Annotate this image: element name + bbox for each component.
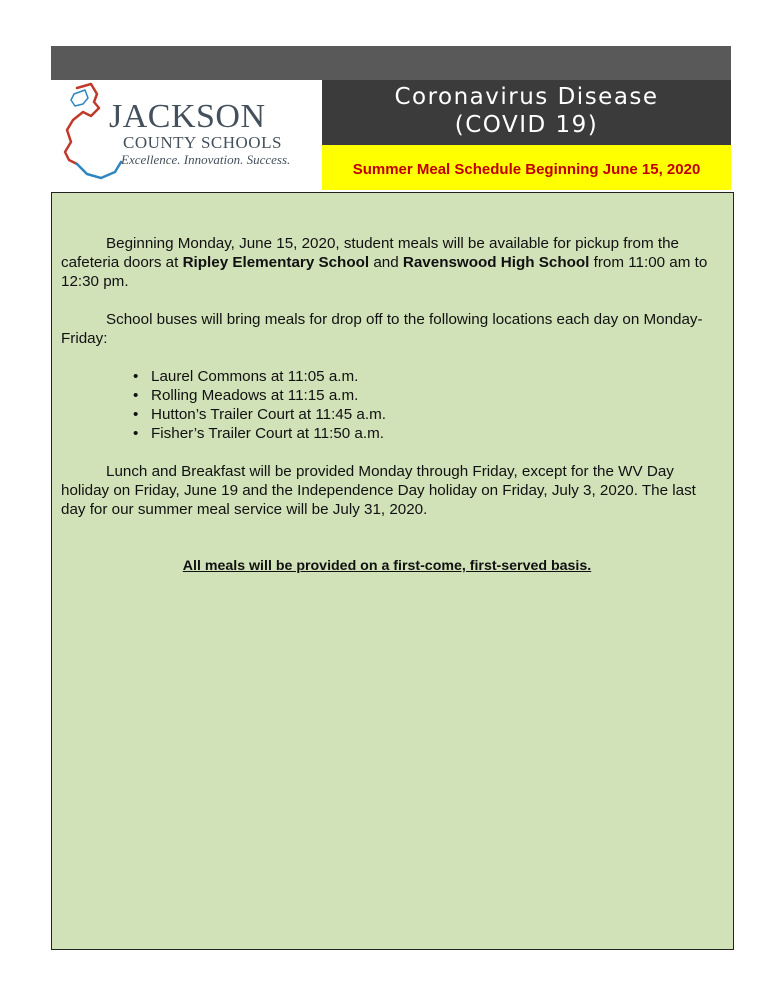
jackson-county-schools-logo	[51, 80, 322, 190]
pickup-text-c: from 11:00 am to 12:30 pm.	[61, 254, 708, 290]
list-item: • Fisher’s Trailer Court at 11:50 a.m.	[151, 424, 713, 443]
pickup-text-b: and	[369, 254, 403, 271]
list-item: • Hutton’s Trailer Court at 11:45 a.m.	[151, 405, 713, 424]
paragraph-holidays: Lunch and Breakfast will be provided Monday through Friday, except for the WV Day holiday on Friday, June 19 and the Independence Day holiday on Friday, July 3, 2020. The last day for our summer meal service will be July 31, 2020.	[61, 463, 696, 518]
subtitle-banner	[322, 145, 731, 190]
school-ravenswood: Ravenswood High School	[402, 254, 590, 271]
pickup-text-a: Beginning Monday, June 15, 2020, student meals will be available for pickup from the cafeteria doors at	[61, 235, 679, 271]
logo-tagline: Excellence. Innovation. Success.	[121, 152, 291, 167]
locations-list	[61, 367, 713, 443]
content-box	[51, 192, 734, 950]
title-banner	[322, 80, 731, 145]
subtitle-text: Summer Meal Schedule Beginning June 15, 2020	[352, 161, 701, 178]
list-item: • Laurel Commons at 11:05 a.m.	[151, 367, 713, 386]
list-item: • Rolling Meadows at 11:15 a.m.	[151, 386, 713, 405]
paragraph-pickup	[61, 234, 713, 291]
header-top-bar	[51, 46, 731, 80]
logo-name: JACKSON	[109, 98, 266, 135]
title-line-1: Coronavirus Disease	[394, 84, 659, 110]
first-come-notice: All meals will be provided on a first-come, first-served basis.	[182, 558, 592, 574]
school-ripley: Ripley Elementary School	[182, 254, 370, 271]
title-line-2: (COVID 19)	[454, 112, 599, 138]
logo-subtitle: COUNTY SCHOOLS	[123, 133, 282, 152]
paragraph-buses: School buses will bring meals for drop off to the following locations each day on Monday-Friday:	[61, 311, 703, 347]
